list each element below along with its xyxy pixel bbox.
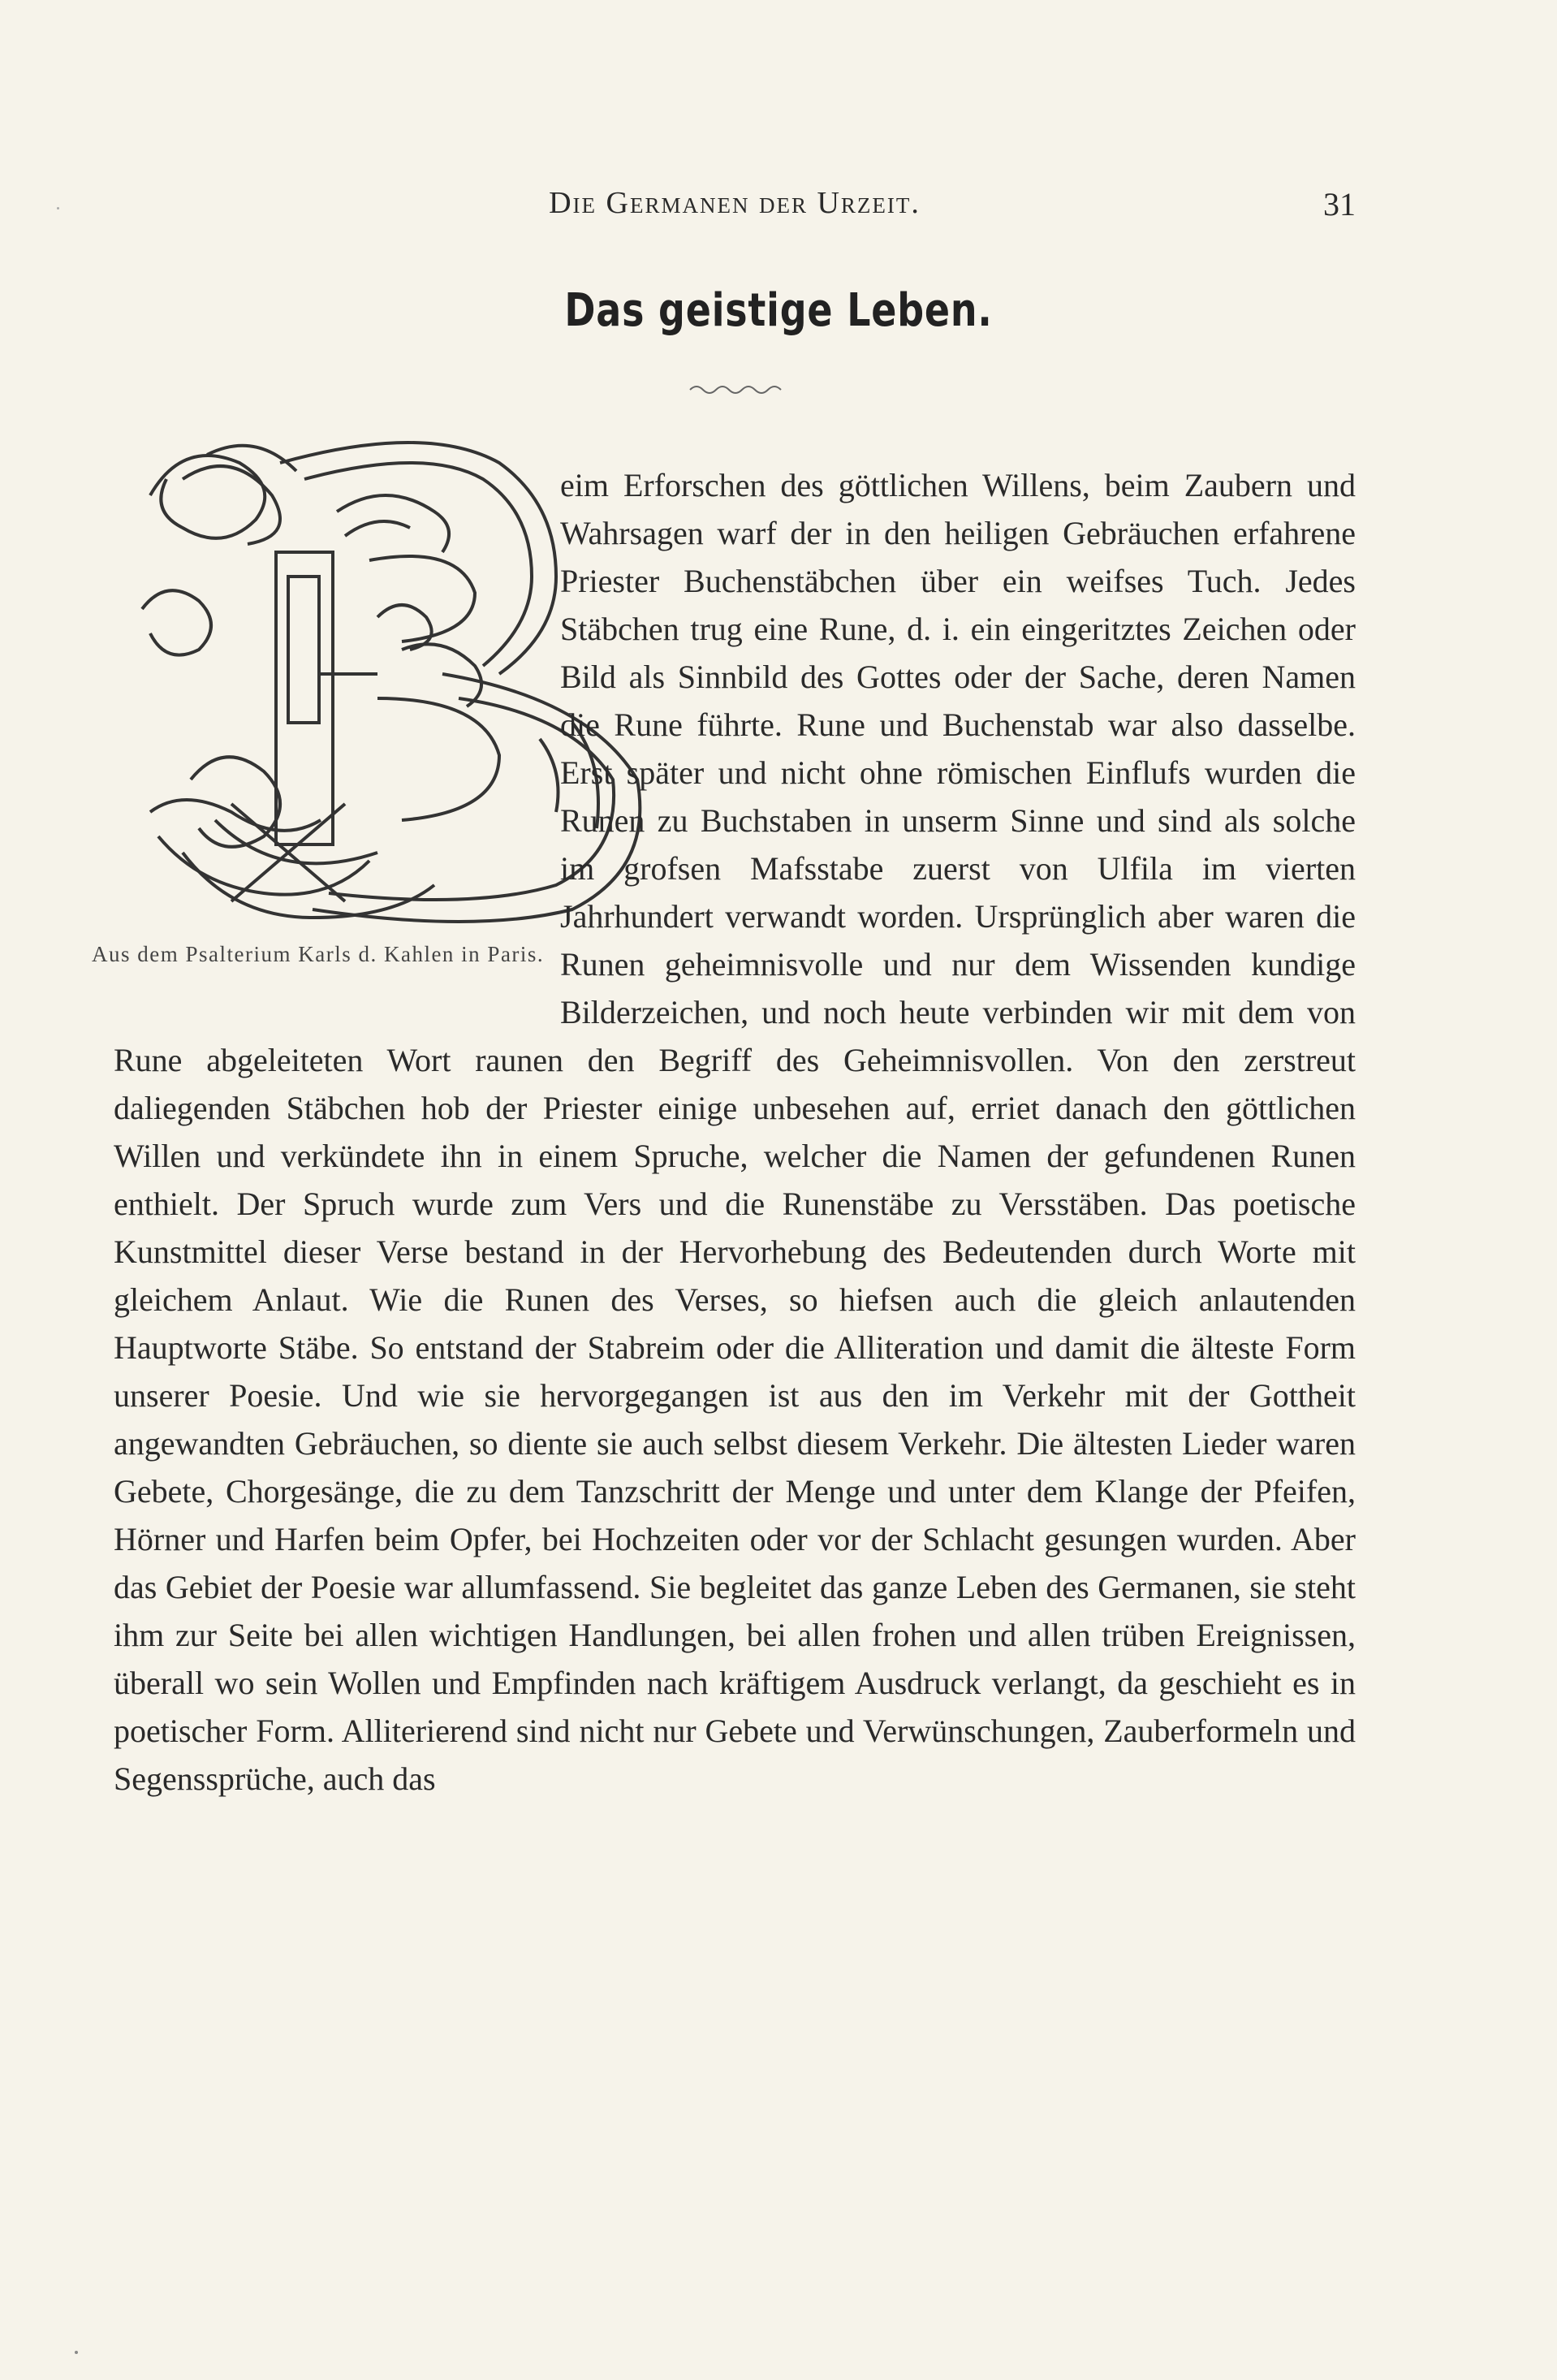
paper-speck: [75, 2351, 78, 2354]
illustration-caption: Aus dem Psalterium Karls d. Kahlen in Paris.: [92, 942, 545, 966]
body-text: [114, 461, 1356, 1803]
page-number: 31: [1323, 186, 1356, 222]
body-paragraph: eim Erforschen des göttlichen Willens, beim Zaubern und Wahrsagen warf der in den heiligen Gebräuchen erfahrene Priester Buchenstäbchen über ein weifses Tuch. Jedes Stäbchen trug eine Rune, d. i. ein eingeritztes Zeichen oder Bild als Sinnbild des Gottes oder der Sache, deren Namen die Rune führte. Rune und Buchenstab war also dasselbe. Erst später und nicht ohne römischen Einflufs wurden die Runen zu Buchstaben in unserm Sinne und sind als solche im grofsen Mafsstabe zuerst von Ulfila im vierten Jahrhundert verwandt worden. Ursprünglich aber waren die Runen geheimnisvolle und nur dem Wissenden kundige Bilderzeichen, und noch heute verbinden wir mit dem von Rune abgeleiteten Wort raunen den Begriff des Geheimnisvollen. Von den zerstreut daliegenden Stäbchen hob der Priester einige unbesehen auf, erriet danach den göttlichen Willen und verkündete ihn in einem Spruche, welcher die Namen der gefundenen Runen enthielt. Der Spruch wurde zum Vers und die Runenstäbe zu Versstäben. Das poetische Kunstmittel dieser Verse bestand in der Hervorhebung des Bedeutenden durch Worte mit gleichem Anlaut. Wie die Runen des Verses, so hiefsen auch die gleich anlautenden Hauptworte Stäbe. So entstand der Stabreim oder die Alliteration und damit die älteste Form unserer Poesie. Und wie sie hervorgegangen ist aus den im Verkehr mit der Gottheit angewandten Gebräuchen, so diente sie auch selbst diesem Verkehr. Die ältesten Lieder waren Gebete, Chorgesänge, die zu dem Tanzschritt der Menge und unter dem Klange der Pfeifen, Hörner und Harfen beim Opfer, bei Hochzeiten oder vor der Schlacht gesungen wurden. Aber das Gebiet der Poesie war allumfassend. Sie begleitet das ganze Leben des Germanen, sie steht ihm zur Seite bei allen wichtigen Handlungen, bei allen frohen und allen trüben Ereignissen, überall wo sein Wollen und Empfinden nach kräftigem Ausdruck verlangt, da geschieht es in poetischer Form. Alliterierend sind nicht nur Gebete und Verwünschungen, Zauberformeln und Segenssprüche, auch das: [114, 467, 1356, 1797]
initial-float-space: [0, 461, 560, 1005]
ornament-rule: [688, 382, 786, 398]
running-head: [114, 185, 1356, 226]
running-title: Die Germanen der Urzeit.: [549, 186, 921, 220]
section-heading: Das geistige Leben.: [564, 284, 993, 337]
paper-speck: [57, 207, 59, 209]
